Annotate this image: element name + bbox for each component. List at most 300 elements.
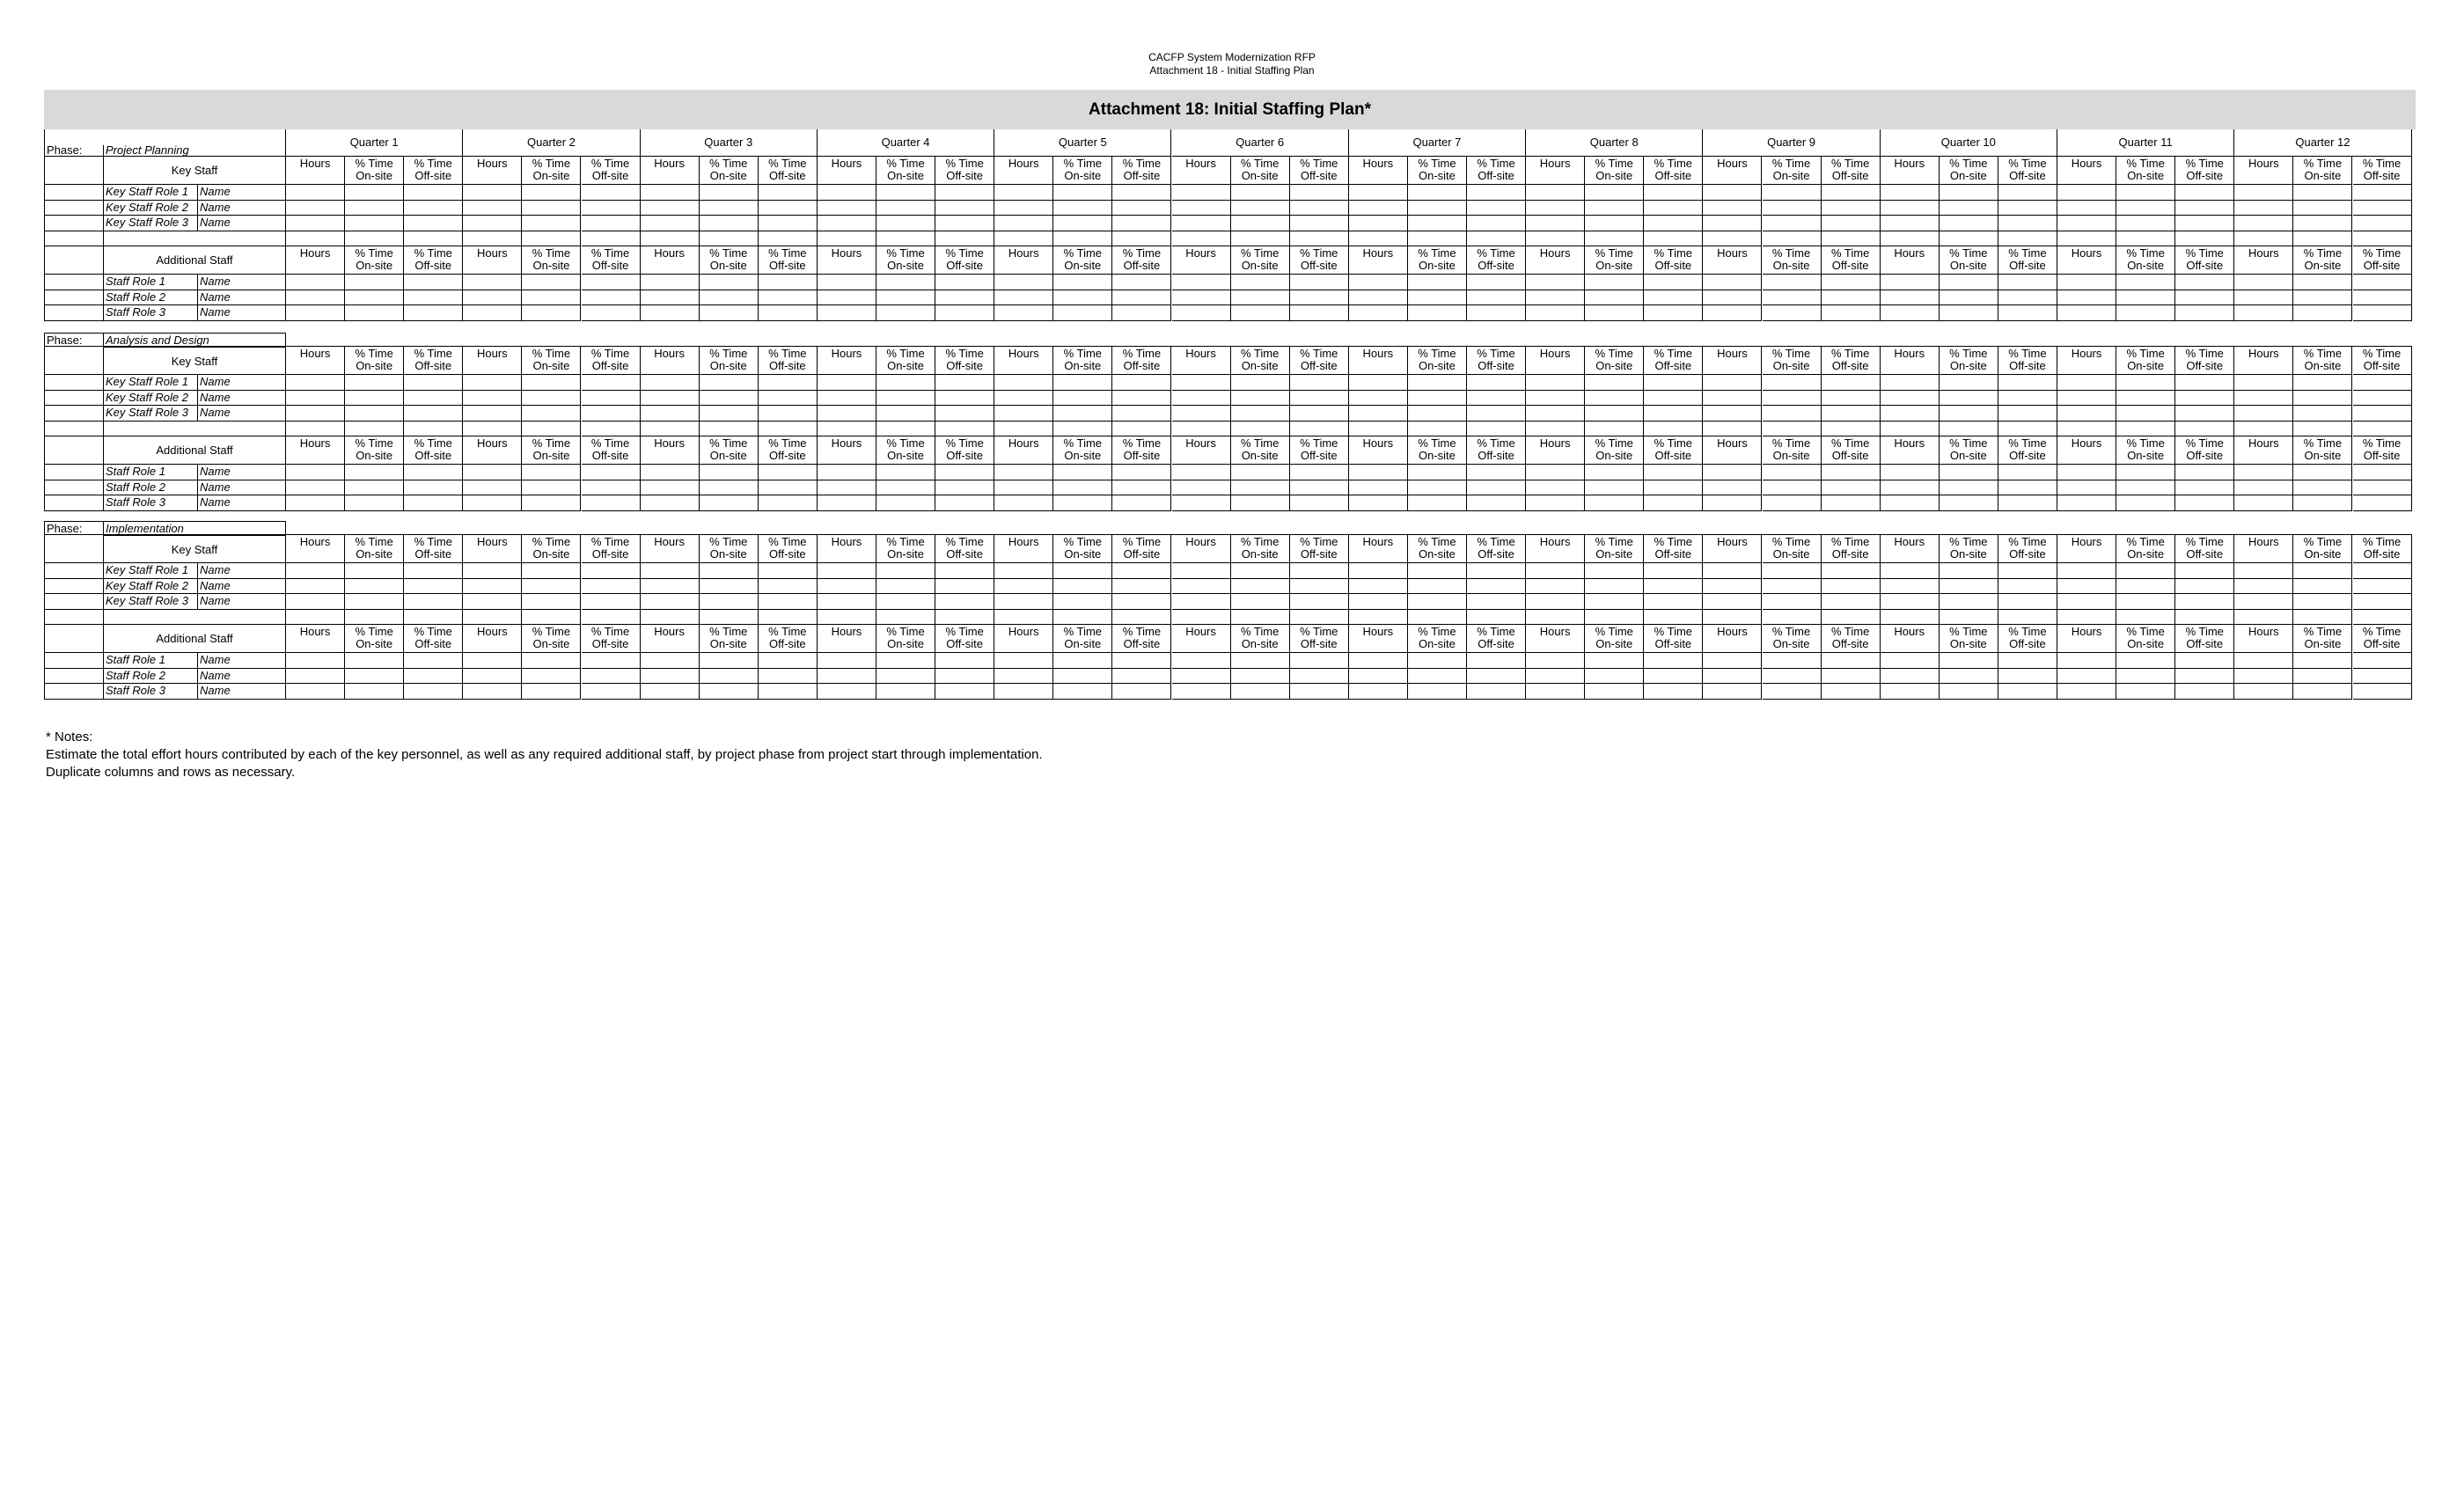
entry-cell[interactable] xyxy=(345,290,404,306)
entry-cell[interactable] xyxy=(1881,495,1940,511)
entry-cell[interactable] xyxy=(1644,563,1703,579)
entry-cell[interactable] xyxy=(1408,669,1467,685)
entry-cell[interactable] xyxy=(1822,480,1881,496)
entry-cell[interactable] xyxy=(463,610,522,626)
entry-cell[interactable] xyxy=(759,579,818,595)
entry-cell[interactable] xyxy=(463,305,522,321)
entry-cell[interactable] xyxy=(522,594,581,610)
entry-cell[interactable] xyxy=(641,422,700,437)
entry-cell[interactable] xyxy=(522,684,581,700)
entry-cell[interactable] xyxy=(404,201,463,216)
entry-cell[interactable] xyxy=(2293,422,2352,437)
entry-cell[interactable] xyxy=(1290,422,1349,437)
entry-cell[interactable] xyxy=(1644,216,1703,231)
entry-cell[interactable] xyxy=(1644,406,1703,422)
entry-cell[interactable] xyxy=(1703,391,1762,407)
entry-cell[interactable] xyxy=(286,201,345,216)
entry-cell[interactable] xyxy=(1526,185,1585,201)
entry-cell[interactable] xyxy=(1644,480,1703,496)
entry-cell[interactable] xyxy=(1526,579,1585,595)
entry-cell[interactable] xyxy=(2353,669,2412,685)
entry-cell[interactable] xyxy=(1998,275,2057,290)
entry-cell[interactable] xyxy=(1763,275,1822,290)
entry-cell[interactable] xyxy=(463,391,522,407)
entry-cell[interactable] xyxy=(1053,653,1112,669)
entry-cell[interactable] xyxy=(345,480,404,496)
entry-cell[interactable] xyxy=(1881,653,1940,669)
entry-cell[interactable] xyxy=(1998,684,2057,700)
entry-cell[interactable] xyxy=(2057,669,2116,685)
entry-cell[interactable] xyxy=(286,216,345,231)
entry-cell[interactable] xyxy=(876,216,935,231)
entry-cell[interactable] xyxy=(1172,275,1231,290)
entry-cell[interactable] xyxy=(2293,495,2352,511)
entry-cell[interactable] xyxy=(404,406,463,422)
entry-cell[interactable] xyxy=(1053,579,1112,595)
entry-cell[interactable] xyxy=(463,579,522,595)
entry-cell[interactable] xyxy=(1526,465,1585,480)
entry-cell[interactable] xyxy=(700,375,759,391)
entry-cell[interactable] xyxy=(2293,669,2352,685)
entry-cell[interactable] xyxy=(522,422,581,437)
entry-cell[interactable] xyxy=(1408,275,1467,290)
entry-cell[interactable] xyxy=(1467,391,1526,407)
entry-cell[interactable] xyxy=(1290,185,1349,201)
entry-cell[interactable] xyxy=(463,653,522,669)
entry-cell[interactable] xyxy=(1231,669,1290,685)
entry-cell[interactable] xyxy=(522,480,581,496)
entry-cell[interactable] xyxy=(1763,305,1822,321)
entry-cell[interactable] xyxy=(286,422,345,437)
entry-cell[interactable] xyxy=(404,216,463,231)
entry-cell[interactable] xyxy=(2116,185,2175,201)
entry-cell[interactable] xyxy=(1231,684,1290,700)
entry-cell[interactable] xyxy=(935,185,994,201)
entry-cell[interactable] xyxy=(1053,375,1112,391)
entry-cell[interactable] xyxy=(1172,216,1231,231)
entry-cell[interactable] xyxy=(700,422,759,437)
entry-cell[interactable] xyxy=(2175,480,2234,496)
entry-cell[interactable] xyxy=(404,480,463,496)
entry-cell[interactable] xyxy=(641,375,700,391)
entry-cell[interactable] xyxy=(2234,201,2293,216)
entry-cell[interactable] xyxy=(2293,579,2352,595)
entry-cell[interactable] xyxy=(286,391,345,407)
entry-cell[interactable] xyxy=(1644,201,1703,216)
entry-cell[interactable] xyxy=(2353,422,2412,437)
entry-cell[interactable] xyxy=(2293,391,2352,407)
entry-cell[interactable] xyxy=(2057,563,2116,579)
entry-cell[interactable] xyxy=(994,216,1053,231)
entry-cell[interactable] xyxy=(463,563,522,579)
entry-cell[interactable] xyxy=(2116,231,2175,247)
entry-cell[interactable] xyxy=(2234,684,2293,700)
entry-cell[interactable] xyxy=(2353,495,2412,511)
entry-cell[interactable] xyxy=(1585,563,1644,579)
entry-cell[interactable] xyxy=(1998,375,2057,391)
entry-cell[interactable] xyxy=(1763,669,1822,685)
entry-cell[interactable] xyxy=(1585,579,1644,595)
entry-cell[interactable] xyxy=(286,275,345,290)
entry-cell[interactable] xyxy=(2234,495,2293,511)
entry-cell[interactable] xyxy=(1526,290,1585,306)
entry-cell[interactable] xyxy=(2175,422,2234,437)
entry-cell[interactable] xyxy=(1998,669,2057,685)
entry-cell[interactable] xyxy=(1998,216,2057,231)
entry-cell[interactable] xyxy=(1112,422,1171,437)
entry-cell[interactable] xyxy=(700,594,759,610)
entry-cell[interactable] xyxy=(345,375,404,391)
entry-cell[interactable] xyxy=(818,216,876,231)
entry-cell[interactable] xyxy=(1998,290,2057,306)
entry-cell[interactable] xyxy=(2293,185,2352,201)
entry-cell[interactable] xyxy=(700,653,759,669)
entry-cell[interactable] xyxy=(2175,216,2234,231)
entry-cell[interactable] xyxy=(2057,653,2116,669)
entry-cell[interactable] xyxy=(935,669,994,685)
entry-cell[interactable] xyxy=(1881,610,1940,626)
entry-cell[interactable] xyxy=(1231,610,1290,626)
entry-cell[interactable] xyxy=(2353,305,2412,321)
entry-cell[interactable] xyxy=(582,185,641,201)
entry-cell[interactable] xyxy=(1172,579,1231,595)
entry-cell[interactable] xyxy=(522,579,581,595)
entry-cell[interactable] xyxy=(1231,563,1290,579)
entry-cell[interactable] xyxy=(1644,495,1703,511)
entry-cell[interactable] xyxy=(818,669,876,685)
entry-cell[interactable] xyxy=(1703,406,1762,422)
entry-cell[interactable] xyxy=(1290,391,1349,407)
entry-cell[interactable] xyxy=(1408,653,1467,669)
entry-cell[interactable] xyxy=(1172,305,1231,321)
entry-cell[interactable] xyxy=(2293,305,2352,321)
entry-cell[interactable] xyxy=(1349,375,1408,391)
entry-cell[interactable] xyxy=(1408,579,1467,595)
entry-cell[interactable] xyxy=(1998,594,2057,610)
entry-cell[interactable] xyxy=(2353,684,2412,700)
entry-cell[interactable] xyxy=(1940,275,1998,290)
entry-cell[interactable] xyxy=(2234,669,2293,685)
entry-cell[interactable] xyxy=(1703,201,1762,216)
entry-cell[interactable] xyxy=(700,201,759,216)
entry-cell[interactable] xyxy=(2116,563,2175,579)
entry-cell[interactable] xyxy=(1644,465,1703,480)
entry-cell[interactable] xyxy=(522,563,581,579)
entry-cell[interactable] xyxy=(582,495,641,511)
entry-cell[interactable] xyxy=(1763,610,1822,626)
entry-cell[interactable] xyxy=(286,290,345,306)
entry-cell[interactable] xyxy=(345,684,404,700)
entry-cell[interactable] xyxy=(1172,231,1231,247)
entry-cell[interactable] xyxy=(1290,216,1349,231)
entry-cell[interactable] xyxy=(2057,305,2116,321)
entry-cell[interactable] xyxy=(994,669,1053,685)
entry-cell[interactable] xyxy=(1763,422,1822,437)
entry-cell[interactable] xyxy=(1822,669,1881,685)
entry-cell[interactable] xyxy=(1172,375,1231,391)
entry-cell[interactable] xyxy=(1467,406,1526,422)
entry-cell[interactable] xyxy=(582,610,641,626)
entry-cell[interactable] xyxy=(641,495,700,511)
entry-cell[interactable] xyxy=(1112,594,1171,610)
entry-cell[interactable] xyxy=(1349,231,1408,247)
entry-cell[interactable] xyxy=(1703,579,1762,595)
entry-cell[interactable] xyxy=(1585,594,1644,610)
entry-cell[interactable] xyxy=(1881,275,1940,290)
entry-cell[interactable] xyxy=(1172,563,1231,579)
entry-cell[interactable] xyxy=(876,610,935,626)
entry-cell[interactable] xyxy=(1408,610,1467,626)
entry-cell[interactable] xyxy=(2353,216,2412,231)
entry-cell[interactable] xyxy=(1644,684,1703,700)
entry-cell[interactable] xyxy=(1940,406,1998,422)
entry-cell[interactable] xyxy=(1467,375,1526,391)
entry-cell[interactable] xyxy=(1703,305,1762,321)
entry-cell[interactable] xyxy=(1408,563,1467,579)
entry-cell[interactable] xyxy=(994,422,1053,437)
entry-cell[interactable] xyxy=(994,375,1053,391)
entry-cell[interactable] xyxy=(463,275,522,290)
entry-cell[interactable] xyxy=(1053,391,1112,407)
entry-cell[interactable] xyxy=(1998,185,2057,201)
entry-cell[interactable] xyxy=(1231,290,1290,306)
entry-cell[interactable] xyxy=(1172,610,1231,626)
entry-cell[interactable] xyxy=(2057,610,2116,626)
entry-cell[interactable] xyxy=(818,391,876,407)
entry-cell[interactable] xyxy=(2057,465,2116,480)
entry-cell[interactable] xyxy=(2175,594,2234,610)
entry-cell[interactable] xyxy=(1822,563,1881,579)
entry-cell[interactable] xyxy=(876,653,935,669)
entry-cell[interactable] xyxy=(1290,594,1349,610)
entry-cell[interactable] xyxy=(1053,216,1112,231)
entry-cell[interactable] xyxy=(818,610,876,626)
entry-cell[interactable] xyxy=(1703,375,1762,391)
entry-cell[interactable] xyxy=(2234,275,2293,290)
entry-cell[interactable] xyxy=(1290,305,1349,321)
entry-cell[interactable] xyxy=(1644,375,1703,391)
entry-cell[interactable] xyxy=(404,305,463,321)
entry-cell[interactable] xyxy=(2057,231,2116,247)
entry-cell[interactable] xyxy=(994,653,1053,669)
entry-cell[interactable] xyxy=(345,465,404,480)
entry-cell[interactable] xyxy=(2234,216,2293,231)
entry-cell[interactable] xyxy=(1703,495,1762,511)
entry-cell[interactable] xyxy=(463,684,522,700)
entry-cell[interactable] xyxy=(2116,480,2175,496)
entry-cell[interactable] xyxy=(1112,305,1171,321)
entry-cell[interactable] xyxy=(2353,610,2412,626)
entry-cell[interactable] xyxy=(1881,406,1940,422)
entry-cell[interactable] xyxy=(994,563,1053,579)
entry-cell[interactable] xyxy=(582,406,641,422)
entry-cell[interactable] xyxy=(1822,391,1881,407)
entry-cell[interactable] xyxy=(286,610,345,626)
entry-cell[interactable] xyxy=(700,610,759,626)
entry-cell[interactable] xyxy=(935,231,994,247)
entry-cell[interactable] xyxy=(641,391,700,407)
entry-cell[interactable] xyxy=(345,563,404,579)
entry-cell[interactable] xyxy=(2353,579,2412,595)
entry-cell[interactable] xyxy=(1940,231,1998,247)
entry-cell[interactable] xyxy=(1467,594,1526,610)
entry-cell[interactable] xyxy=(1822,216,1881,231)
entry-cell[interactable] xyxy=(1703,290,1762,306)
entry-cell[interactable] xyxy=(700,231,759,247)
entry-cell[interactable] xyxy=(818,653,876,669)
entry-cell[interactable] xyxy=(2175,465,2234,480)
entry-cell[interactable] xyxy=(1703,422,1762,437)
entry-cell[interactable] xyxy=(2175,231,2234,247)
entry-cell[interactable] xyxy=(522,375,581,391)
entry-cell[interactable] xyxy=(1940,185,1998,201)
entry-cell[interactable] xyxy=(286,669,345,685)
entry-cell[interactable] xyxy=(1172,669,1231,685)
entry-cell[interactable] xyxy=(582,375,641,391)
entry-cell[interactable] xyxy=(1467,185,1526,201)
entry-cell[interactable] xyxy=(2057,594,2116,610)
entry-cell[interactable] xyxy=(2057,495,2116,511)
entry-cell[interactable] xyxy=(1526,669,1585,685)
entry-cell[interactable] xyxy=(582,201,641,216)
entry-cell[interactable] xyxy=(818,495,876,511)
entry-cell[interactable] xyxy=(994,275,1053,290)
entry-cell[interactable] xyxy=(404,579,463,595)
entry-cell[interactable] xyxy=(404,231,463,247)
entry-cell[interactable] xyxy=(2293,465,2352,480)
entry-cell[interactable] xyxy=(2116,216,2175,231)
entry-cell[interactable] xyxy=(1585,669,1644,685)
entry-cell[interactable] xyxy=(582,216,641,231)
entry-cell[interactable] xyxy=(994,391,1053,407)
entry-cell[interactable] xyxy=(1585,201,1644,216)
entry-cell[interactable] xyxy=(641,610,700,626)
entry-cell[interactable] xyxy=(582,465,641,480)
entry-cell[interactable] xyxy=(1703,610,1762,626)
entry-cell[interactable] xyxy=(935,563,994,579)
entry-cell[interactable] xyxy=(876,422,935,437)
entry-cell[interactable] xyxy=(935,422,994,437)
entry-cell[interactable] xyxy=(1349,275,1408,290)
entry-cell[interactable] xyxy=(935,465,994,480)
entry-cell[interactable] xyxy=(463,231,522,247)
entry-cell[interactable] xyxy=(1822,185,1881,201)
entry-cell[interactable] xyxy=(345,216,404,231)
entry-cell[interactable] xyxy=(641,290,700,306)
entry-cell[interactable] xyxy=(818,579,876,595)
entry-cell[interactable] xyxy=(1881,391,1940,407)
entry-cell[interactable] xyxy=(818,185,876,201)
entry-cell[interactable] xyxy=(759,480,818,496)
entry-cell[interactable] xyxy=(2234,290,2293,306)
entry-cell[interactable] xyxy=(1822,684,1881,700)
entry-cell[interactable] xyxy=(759,305,818,321)
entry-cell[interactable] xyxy=(1112,610,1171,626)
entry-cell[interactable] xyxy=(1703,216,1762,231)
entry-cell[interactable] xyxy=(1881,684,1940,700)
entry-cell[interactable] xyxy=(2293,610,2352,626)
entry-cell[interactable] xyxy=(994,231,1053,247)
entry-cell[interactable] xyxy=(345,594,404,610)
entry-cell[interactable] xyxy=(1585,465,1644,480)
entry-cell[interactable] xyxy=(1822,375,1881,391)
entry-cell[interactable] xyxy=(1290,231,1349,247)
entry-cell[interactable] xyxy=(2057,375,2116,391)
entry-cell[interactable] xyxy=(935,684,994,700)
entry-cell[interactable] xyxy=(2116,579,2175,595)
entry-cell[interactable] xyxy=(876,290,935,306)
entry-cell[interactable] xyxy=(1349,201,1408,216)
entry-cell[interactable] xyxy=(641,216,700,231)
entry-cell[interactable] xyxy=(994,610,1053,626)
entry-cell[interactable] xyxy=(818,231,876,247)
entry-cell[interactable] xyxy=(522,391,581,407)
entry-cell[interactable] xyxy=(1881,594,1940,610)
entry-cell[interactable] xyxy=(345,406,404,422)
entry-cell[interactable] xyxy=(1822,422,1881,437)
entry-cell[interactable] xyxy=(1349,216,1408,231)
entry-cell[interactable] xyxy=(2116,465,2175,480)
entry-cell[interactable] xyxy=(404,594,463,610)
entry-cell[interactable] xyxy=(876,391,935,407)
entry-cell[interactable] xyxy=(818,201,876,216)
entry-cell[interactable] xyxy=(1112,653,1171,669)
entry-cell[interactable] xyxy=(1112,201,1171,216)
entry-cell[interactable] xyxy=(994,684,1053,700)
entry-cell[interactable] xyxy=(641,669,700,685)
entry-cell[interactable] xyxy=(1467,480,1526,496)
entry-cell[interactable] xyxy=(522,275,581,290)
entry-cell[interactable] xyxy=(1881,231,1940,247)
entry-cell[interactable] xyxy=(1940,391,1998,407)
entry-cell[interactable] xyxy=(1998,653,2057,669)
entry-cell[interactable] xyxy=(522,216,581,231)
entry-cell[interactable] xyxy=(1467,201,1526,216)
entry-cell[interactable] xyxy=(1585,216,1644,231)
entry-cell[interactable] xyxy=(1585,375,1644,391)
entry-cell[interactable] xyxy=(759,231,818,247)
entry-cell[interactable] xyxy=(935,375,994,391)
entry-cell[interactable] xyxy=(1112,480,1171,496)
entry-cell[interactable] xyxy=(2353,465,2412,480)
entry-cell[interactable] xyxy=(1881,579,1940,595)
entry-cell[interactable] xyxy=(1349,495,1408,511)
entry-cell[interactable] xyxy=(1408,290,1467,306)
entry-cell[interactable] xyxy=(1585,684,1644,700)
entry-cell[interactable] xyxy=(2116,305,2175,321)
entry-cell[interactable] xyxy=(700,684,759,700)
entry-cell[interactable] xyxy=(1763,185,1822,201)
entry-cell[interactable] xyxy=(1231,231,1290,247)
entry-cell[interactable] xyxy=(404,290,463,306)
entry-cell[interactable] xyxy=(1053,305,1112,321)
entry-cell[interactable] xyxy=(2116,275,2175,290)
entry-cell[interactable] xyxy=(1526,610,1585,626)
entry-cell[interactable] xyxy=(1231,579,1290,595)
entry-cell[interactable] xyxy=(1763,684,1822,700)
entry-cell[interactable] xyxy=(286,480,345,496)
entry-cell[interactable] xyxy=(818,563,876,579)
entry-cell[interactable] xyxy=(700,579,759,595)
entry-cell[interactable] xyxy=(463,422,522,437)
entry-cell[interactable] xyxy=(1172,290,1231,306)
entry-cell[interactable] xyxy=(1290,610,1349,626)
entry-cell[interactable] xyxy=(700,216,759,231)
entry-cell[interactable] xyxy=(1053,422,1112,437)
entry-cell[interactable] xyxy=(935,391,994,407)
entry-cell[interactable] xyxy=(759,201,818,216)
entry-cell[interactable] xyxy=(1526,594,1585,610)
